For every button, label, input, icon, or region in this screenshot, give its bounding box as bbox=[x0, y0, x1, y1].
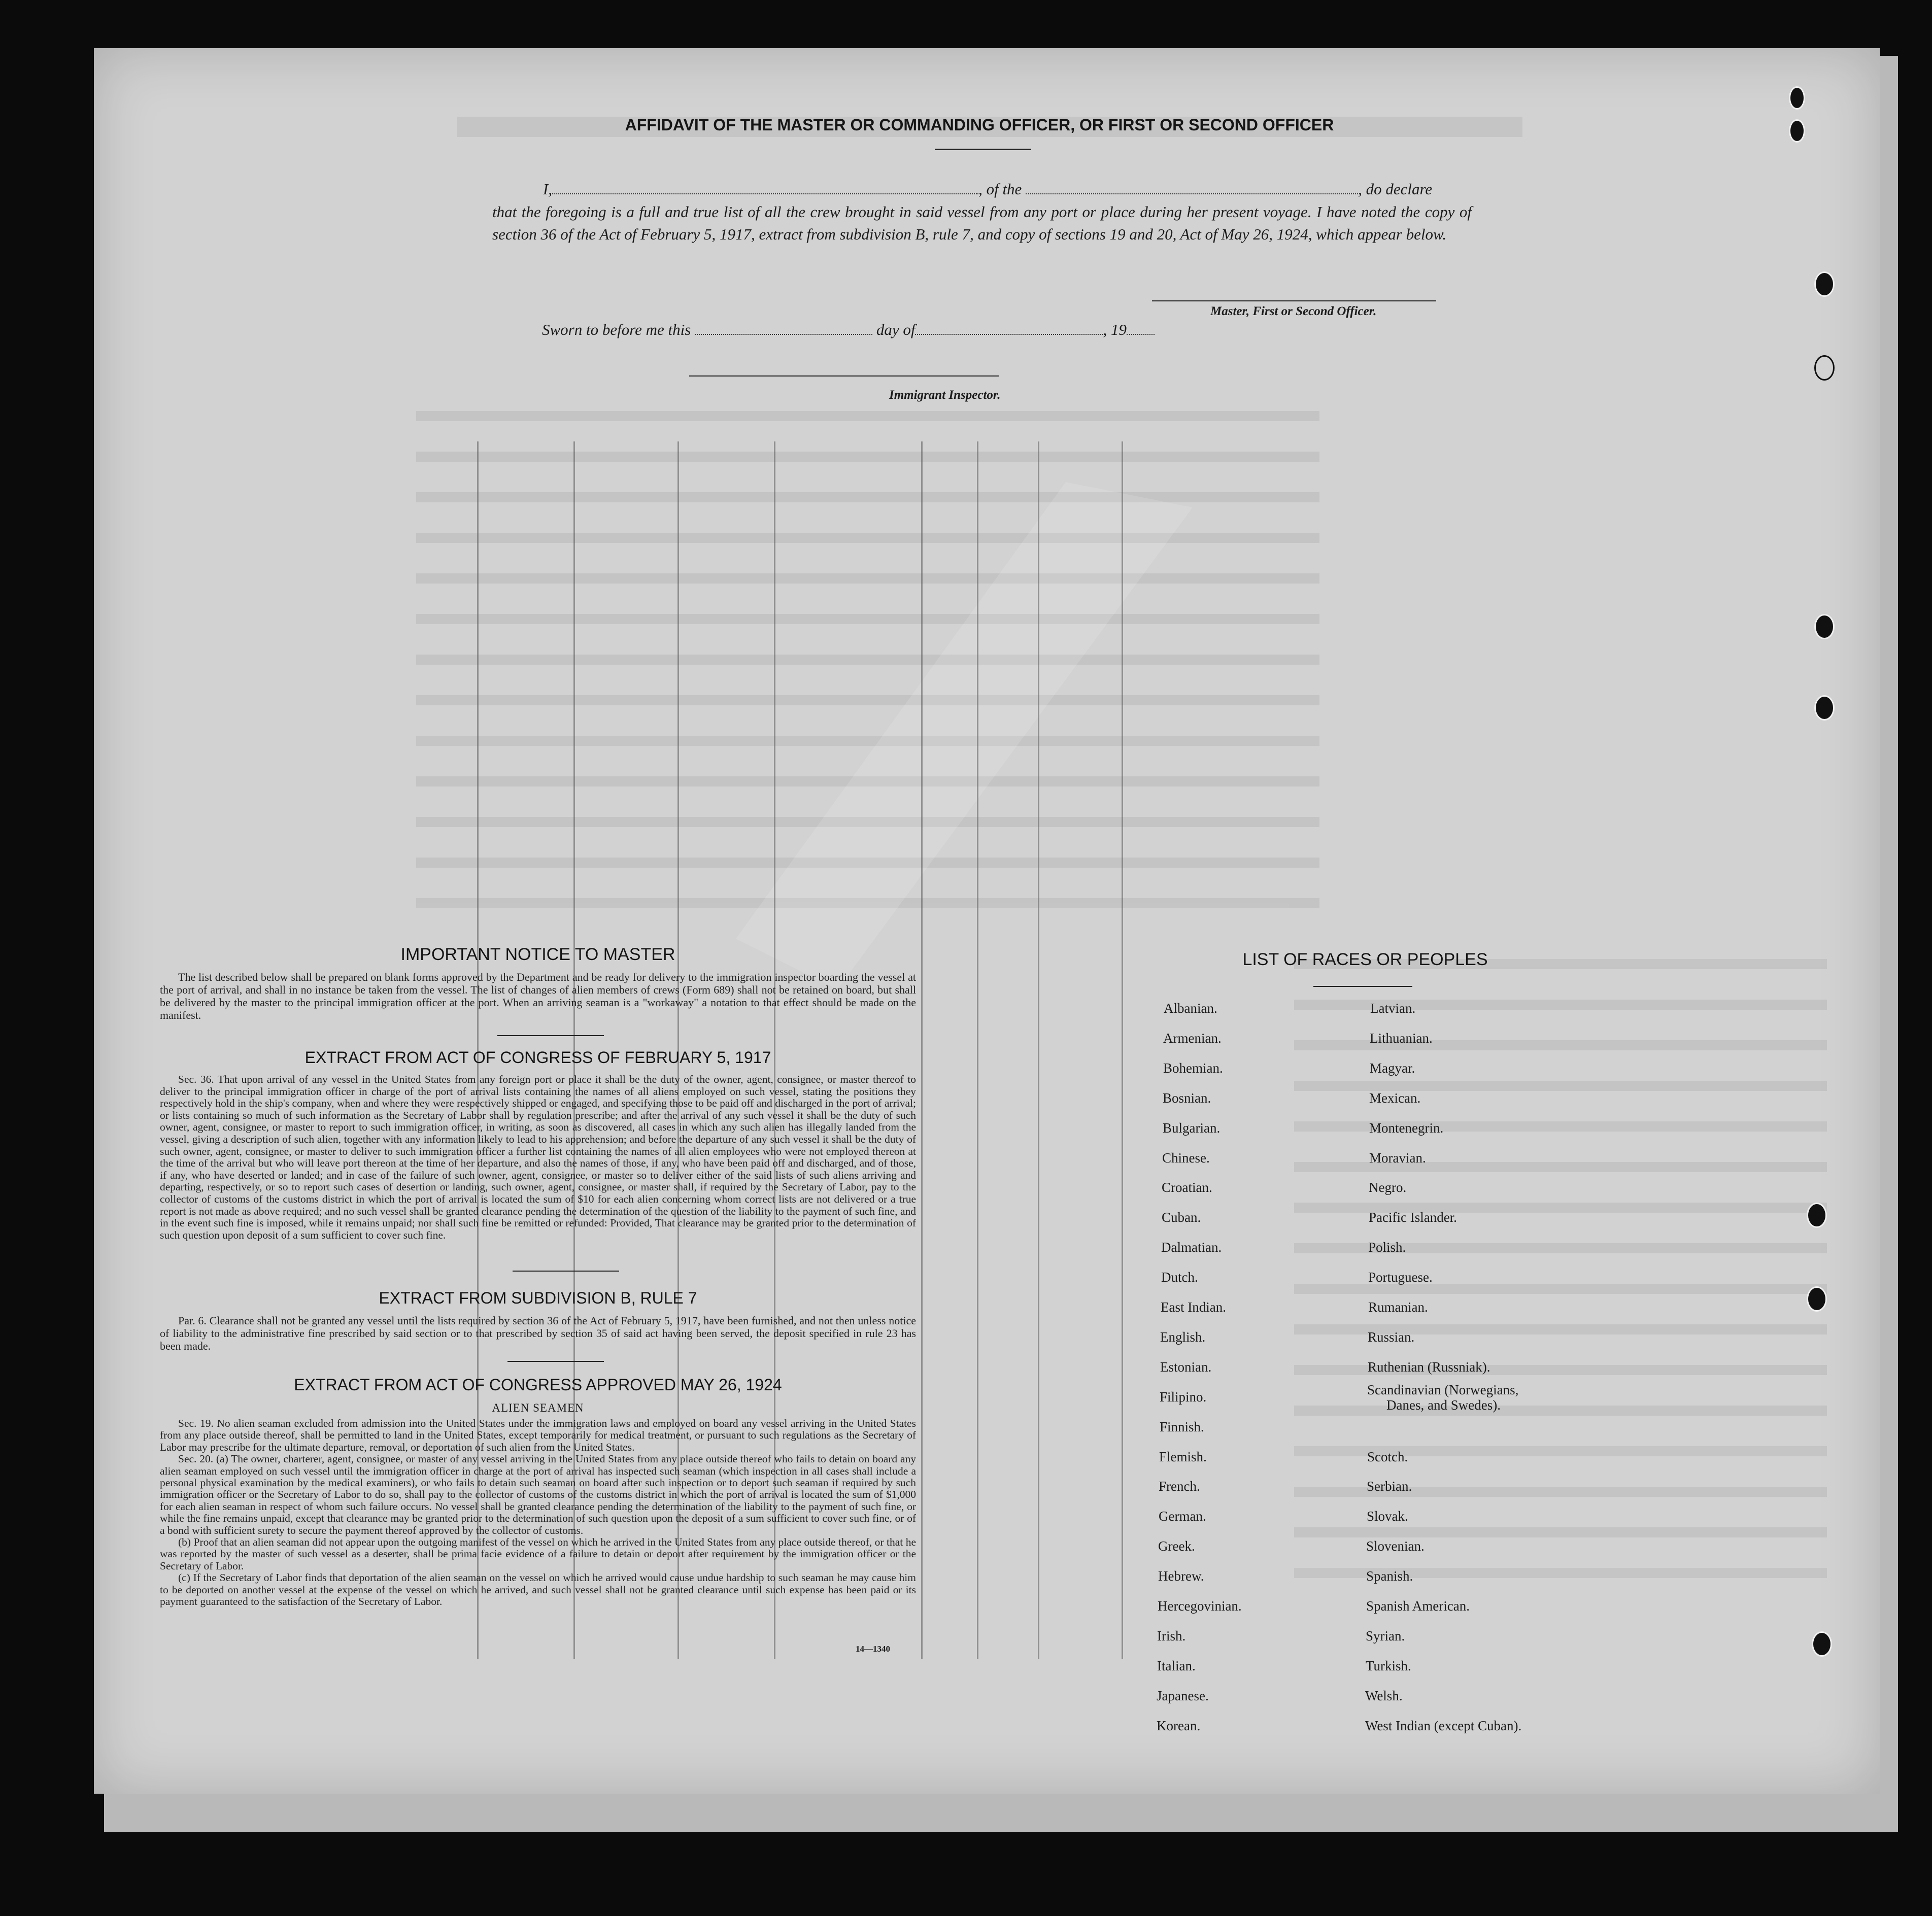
of-the-label: , of the bbox=[978, 180, 1022, 198]
extract-1917-title: EXTRACT FROM ACT OF CONGRESS OF FEBRUARY 5, 1917 bbox=[304, 1048, 771, 1067]
subdivision-b-text bbox=[160, 1314, 916, 1352]
race-item: Magyar. bbox=[1370, 1060, 1415, 1076]
race-item: Korean. bbox=[1157, 1718, 1201, 1733]
race-item: Montenegrin. bbox=[1369, 1120, 1444, 1136]
declarant-prefix: I, bbox=[543, 180, 553, 198]
sworn-day-field[interactable] bbox=[695, 334, 872, 335]
race-item: Polish. bbox=[1368, 1240, 1406, 1255]
race-item: Bulgarian. bbox=[1163, 1120, 1221, 1136]
race-item: Spanish American. bbox=[1366, 1598, 1470, 1614]
race-item: Russian. bbox=[1368, 1329, 1415, 1345]
par-6-paragraph: Par. 6. Clearance shall not be granted any vessel until the lists required by section 36 of the Act of February 5, 1917, have been furnished, and not then unless notice of liability to the administrative fine prescribed by said section or to that prescribed by section 35 of said act having been served, the deposit specified in rule 23 has been made. bbox=[160, 1314, 916, 1352]
punch-hole bbox=[1807, 1203, 1827, 1228]
notice-paragraph: The list described below shall be prepared on blank forms approved by the Department and be ready for delivery to the immigration inspector boarding the vessel at the port of arrival, and shall in no instance be taken from the vessel. The list of changes of alien members of crews (Form 689) shall not be retained on board, but shall be delivered by the master to the principal immigration officer at the port. When an arriving seaman is a "workaway" a notation to that effect should be made on the manifest. bbox=[160, 971, 916, 1021]
notice-title: IMPORTANT NOTICE TO MASTER bbox=[400, 945, 675, 964]
race-item: Pacific Islander. bbox=[1369, 1210, 1457, 1225]
race-item: Ruthenian (Russniak). bbox=[1368, 1359, 1490, 1375]
race-item: Spanish. bbox=[1366, 1568, 1413, 1584]
race-item: Welsh. bbox=[1365, 1688, 1403, 1703]
form-number: 14—1340 bbox=[856, 1644, 890, 1654]
punch-hole bbox=[1814, 614, 1835, 639]
race-item: Slovenian. bbox=[1366, 1538, 1425, 1554]
race-item: Scandinavian (Norwegians, bbox=[1367, 1382, 1519, 1397]
race-item: Filipino. bbox=[1160, 1389, 1207, 1405]
inspector-signature-line[interactable] bbox=[689, 375, 999, 377]
do-declare-label: , do declare bbox=[1358, 180, 1433, 198]
races-title-underline bbox=[1313, 986, 1412, 987]
section-divider bbox=[497, 1035, 604, 1036]
race-item: Chinese. bbox=[1162, 1150, 1210, 1166]
race-item: Rumanian. bbox=[1368, 1299, 1428, 1315]
affidavit-declaration-line bbox=[543, 180, 1477, 198]
race-item: Greek. bbox=[1158, 1538, 1195, 1554]
race-item: Scotch. bbox=[1367, 1449, 1408, 1464]
punch-hole bbox=[1814, 695, 1835, 721]
race-item: Estonian. bbox=[1160, 1359, 1212, 1375]
race-item: Turkish. bbox=[1366, 1658, 1411, 1673]
race-item: Dalmatian. bbox=[1161, 1240, 1222, 1255]
punch-hole bbox=[1789, 86, 1805, 110]
column-rule bbox=[1038, 441, 1039, 1659]
section-36-paragraph: Sec. 36. That upon arrival of any vessel in the United States from any foreign port or place it shall be the duty of the owner, agent, consignee, or master thereof to deliver to the principal immigration officer in charge of the port of arrival lists containing the names of all aliens employed on such vessel, stating the positions they respectively hold in the ship's company, when and where they were respectively shipped or engaged, and specifying those to be paid off and discharged in the port of arrival; or lists containing so much of such information as the Secretary of Labor shall by regulation prescribe; and after the arrival of any such vessel it shall be the duty of such owner, agent, consignee, or master to report to such immigration officer, in writing, as soon as discovered, all cases in which any such alien has illegally landed from the vessel, giving a description of such alien, together with any information likely to lead to his apprehension; and before the departure of any such vessel it shall be the duty of such owner, agent, consignee, or master to deliver to such immigration officer a further list containing the names of all alien employees who were not employed thereon at the time of the arrival but who will leave port thereon at the time of her departure, and also the names of those, if any, who have been paid off and discharged, and of those, if any, who have deserted or landed; and in case of the failure of such owner, agent, consignee, or master so to deliver either of the said lists of such aliens arriving and departing, respectively, or so to report such cases of desertion or landing, such owner, agent, consignee, or master shall, if required by the Secretary of Labor, pay to the collector of customs of the customs district in which the port of arrival is located the sum of $10 for each alien concerning whom correct lists are not delivered or a true report is not made as above required; and no such vessel shall be granted clearance pending the determination of the question of the liability to the payment of such fine, and in the event such fine is imposed, while it remains unpaid; nor shall such fine be remitted or refunded: Provided, That clearance may be granted prior to the determination of such question upon deposit of a sum sufficient to cover such fine. bbox=[160, 1073, 916, 1241]
sec-19-paragraph: Sec. 19. No alien seaman excluded from admission into the United States under the immigration laws and employed on board any vessel arriving in the United States from any place outside thereof, shall be permitted to land in the United States, except temporarily for medical treatment, or pursuant to such regulations as the Secretary of Labor may prescribe for the ultimate departure, removal, or deportation of such alien from the United States. bbox=[160, 1417, 916, 1453]
race-item: Bohemian. bbox=[1163, 1060, 1223, 1076]
race-item: Flemish. bbox=[1159, 1449, 1207, 1464]
vessel-name-field[interactable] bbox=[1026, 193, 1358, 194]
race-item: French. bbox=[1159, 1479, 1200, 1494]
section-divider bbox=[513, 1271, 619, 1272]
title-underline bbox=[935, 149, 1031, 150]
race-item: Dutch. bbox=[1161, 1270, 1198, 1285]
race-item: Hebrew. bbox=[1158, 1568, 1204, 1584]
race-item: Cuban. bbox=[1162, 1210, 1201, 1225]
sec-20c-paragraph: (c) If the Secretary of Labor finds that deportation of the alien seaman on the vessel on which he arrived would cause undue hardship to such seaman he may cause him to be deported on another vessel at the expense of the vessel on which he arrived, and such vessel shall not be granted clearance until such expense has been paid or its payment guaranteed to the satisfaction of the Secretary of Labor. bbox=[160, 1571, 916, 1608]
punch-hole bbox=[1814, 271, 1835, 297]
race-item: Irish. bbox=[1157, 1628, 1186, 1644]
race-item: English. bbox=[1160, 1329, 1206, 1345]
race-item: East Indian. bbox=[1161, 1299, 1226, 1315]
race-item: Finnish. bbox=[1160, 1419, 1204, 1434]
race-item: West Indian (except Cuban). bbox=[1365, 1718, 1522, 1733]
column-rule bbox=[921, 441, 923, 1659]
race-item: Armenian. bbox=[1163, 1031, 1222, 1046]
master-signature-label: Master, First or Second Officer. bbox=[1210, 304, 1377, 318]
extract-1917-text bbox=[160, 1074, 916, 1241]
race-item: Croatian. bbox=[1162, 1180, 1212, 1195]
race-item: Mexican. bbox=[1369, 1090, 1421, 1106]
race-item: Danes, and Swedes). bbox=[1386, 1397, 1501, 1413]
race-item: Slovak. bbox=[1367, 1509, 1408, 1524]
column-rule bbox=[977, 441, 978, 1659]
punch-hole bbox=[1789, 119, 1805, 143]
column-rule bbox=[1122, 441, 1123, 1659]
race-item: Albanian. bbox=[1164, 1001, 1217, 1016]
master-signature-line[interactable] bbox=[1152, 300, 1436, 301]
extract-1924-title: EXTRACT FROM ACT OF CONGRESS APPROVED MAY 26, 1924 bbox=[294, 1376, 782, 1394]
punch-hole bbox=[1812, 1631, 1832, 1657]
year-label: , 19 bbox=[1103, 321, 1127, 338]
sworn-line bbox=[542, 321, 1252, 339]
sworn-year-field[interactable] bbox=[1127, 334, 1155, 335]
race-item: Japanese. bbox=[1157, 1688, 1209, 1703]
affidavit-body: that the foregoing is a full and true list of all the crew brought in said vessel from any port or place during her present voyage. I have noted the copy of section 36 of the Act of February 5, 1917, extract from subdivision B, rule 7, and copy of sections 19 and 20, Act of May 26, 1924, which appear below. bbox=[492, 203, 1472, 243]
race-item: German. bbox=[1159, 1509, 1206, 1524]
race-item: Negro. bbox=[1369, 1180, 1407, 1195]
notice-text bbox=[160, 971, 916, 1021]
race-item: Bosnian. bbox=[1163, 1090, 1211, 1106]
race-item: Italian. bbox=[1157, 1658, 1196, 1673]
race-item: Serbian. bbox=[1367, 1479, 1412, 1494]
race-item: Hercegovinian. bbox=[1158, 1598, 1242, 1614]
subdivision-b-title: EXTRACT FROM SUBDIVISION B, RULE 7 bbox=[379, 1289, 697, 1307]
races-title: LIST OF RACES OR PEOPLES bbox=[1242, 950, 1488, 969]
sec-20b-paragraph: (b) Proof that an alien seaman did not appear upon the outgoing manifest of the vessel on which he arrived in the United States from any place outside thereof, or that he was reported by the master of such vessel as a deserter, shall be prima facie evidence of a failure to detain or deport after requirement by the immigration officer or the Secretary of Labor. bbox=[160, 1536, 916, 1572]
race-item: Moravian. bbox=[1369, 1150, 1426, 1166]
race-item: Portuguese. bbox=[1368, 1270, 1433, 1285]
sworn-month-field[interactable] bbox=[915, 334, 1103, 335]
sec-20a-paragraph: Sec. 20. (a) The owner, charterer, agent, consignee, or master of any vessel arriving in the United States from any place outside thereof who fails to detain on board any alien seaman employed on such vessel until the immigration officer in charge at the port of arrival has inspected such seaman (which inspection in all cases shall include a personal physical examination by the medical examiners), or who fails to detain such seaman on board after such inspection or to deport such seaman if required by such immigration officer or the Secretary of Labor to do so, shall pay to the collector of customs of the customs district in which the port of arrival is located the sum of $1,000 for each alien seaman in respect of whom such failure occurs. No vessel shall be granted clearance pending the determination of the liability to the payment of such fine, or while the fine remains unpaid, except that clearance may be granted prior to the determination of such question upon the deposit of a sum sufficient to cover such fine, or of a bond with sufficient surety to secure the payment thereof approved by the collector of customs. bbox=[160, 1453, 916, 1536]
day-of-label: day of bbox=[876, 321, 916, 338]
race-item: Syrian. bbox=[1366, 1628, 1405, 1644]
inspector-signature-label: Immigrant Inspector. bbox=[889, 388, 1001, 402]
declarant-name-field[interactable] bbox=[552, 193, 978, 194]
extract-1924-text bbox=[160, 1418, 916, 1608]
race-item: Lithuanian. bbox=[1370, 1031, 1433, 1046]
sworn-prefix: Sworn to before me this bbox=[542, 321, 691, 338]
race-item: Latvian. bbox=[1370, 1001, 1416, 1016]
affidavit-title: AFFIDAVIT OF THE MASTER OR COMMANDING OFFICER, OR FIRST OR SECOND OFFICER bbox=[625, 116, 1334, 134]
alien-seamen-subtitle: ALIEN SEAMEN bbox=[492, 1401, 584, 1414]
section-divider bbox=[507, 1361, 604, 1362]
punch-hole bbox=[1814, 355, 1835, 381]
punch-hole bbox=[1807, 1286, 1827, 1312]
